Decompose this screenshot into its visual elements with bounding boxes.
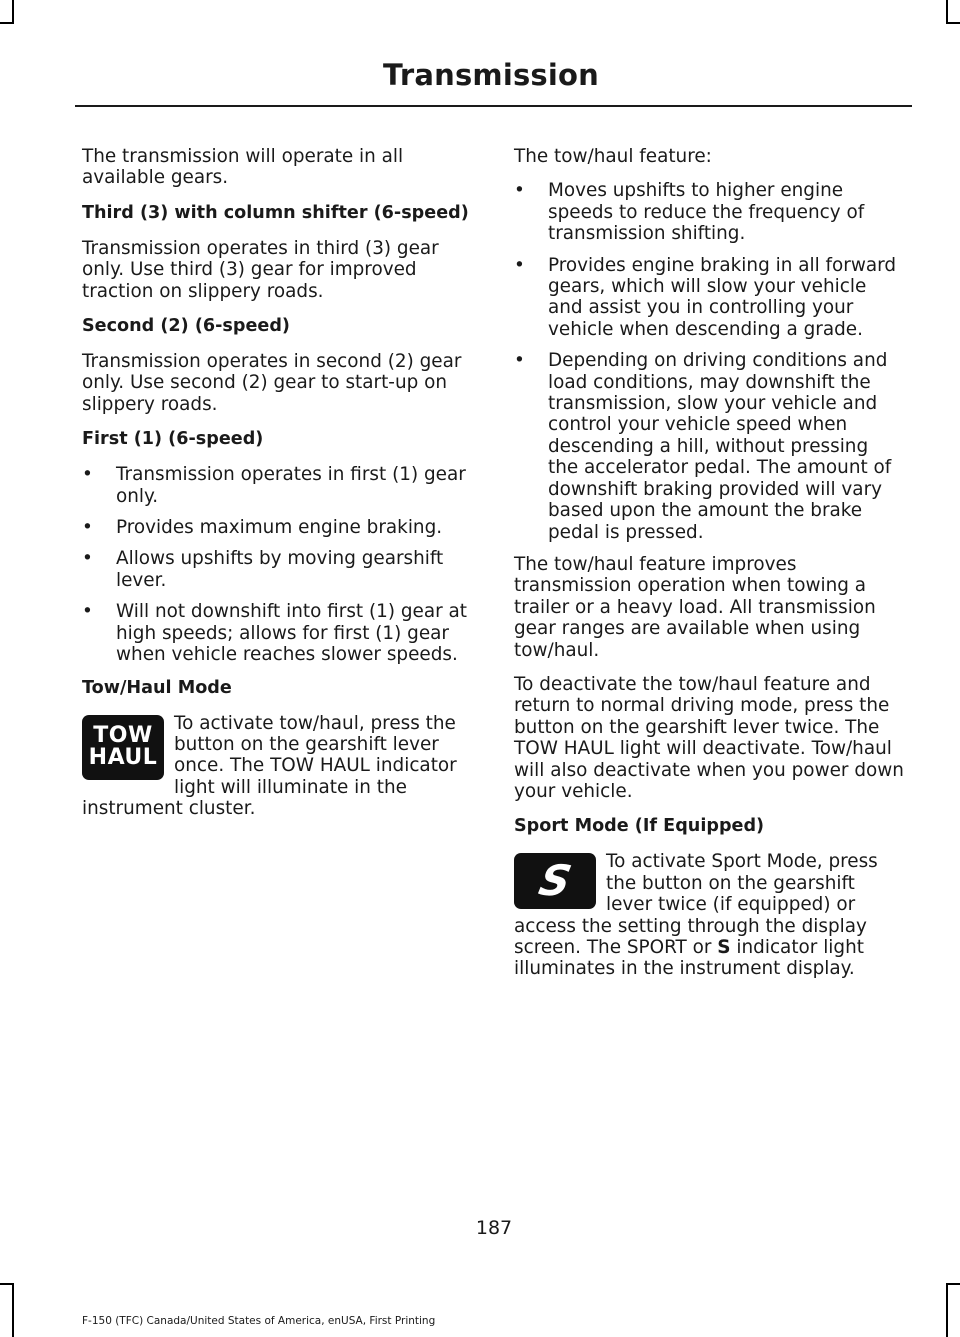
first-gear-list (82, 464, 472, 665)
list-item-text: Provides maximum engine braking. (116, 517, 443, 539)
intro-paragraph: The transmission will operate in all available gears. (82, 146, 404, 189)
bullet-icon: • (514, 180, 525, 202)
third-gear-text: Transmission operates in third (3) gear only. Use third (3) gear for improved traction on slippery roads. (82, 237, 439, 302)
bullet-icon: • (82, 601, 93, 623)
bullet-icon: • (514, 350, 525, 372)
edition-footer: F-150 (TFC) Canada/United States of America, enUSA, First Printing (82, 1315, 436, 1327)
crop-mark (946, 22, 960, 24)
header-divider (75, 105, 912, 107)
tow-haul-icon (82, 715, 164, 780)
list-item-text: Allows upshifts by moving gearshift lever. (116, 548, 444, 591)
deactivate-paragraph: To deactivate the tow/haul feature and return to normal driving mode, press the button on the gearshift lever twice. The TOW HAUL light will deactivate. Tow/haul will also deactivate when you power down your vehicle. (514, 673, 904, 802)
sport-mode-icon (514, 853, 596, 909)
feature-intro: The tow/haul feature: (514, 146, 712, 167)
sport-mode-icon-letter: S (534, 856, 576, 906)
improves-paragraph: The tow/haul feature improves transmission operation when towing a trailer or a heavy load. All transmission gear ranges are available when using tow/haul. (514, 553, 876, 661)
crop-mark (946, 1283, 960, 1285)
bullet-icon: • (82, 517, 93, 539)
sport-text-start: To activate Sport Mode, press the button on the gearshift lever twice (if equipped) or access the setting through the display screen. The SPORT or (514, 851, 878, 958)
sport-indicator-letter: S (717, 937, 731, 958)
tow-haul-block (82, 713, 472, 820)
third-gear-heading: Third (3) with column shifter (6-speed) (82, 202, 469, 223)
crop-mark (946, 1283, 948, 1337)
tow-haul-icon-line1: TOW (93, 723, 153, 748)
left-column (82, 146, 472, 833)
list-item (514, 255, 904, 341)
sport-mode-block (514, 851, 904, 979)
sport-mode-heading: Sport Mode (If Equipped) (514, 816, 765, 837)
page-title: Transmission (383, 58, 599, 92)
list-item-text: Transmission operates in first (1) gear only. (116, 464, 466, 507)
list-item (82, 464, 472, 507)
bullet-icon: • (82, 548, 93, 570)
tow-haul-text: To activate tow/haul, press the button on the gearshift lever once. The TOW HAUL indicator light will illuminate in the instrument cluster. (82, 712, 457, 820)
list-item (82, 601, 472, 665)
crop-mark (0, 22, 14, 24)
page-number: 187 (475, 1217, 513, 1239)
list-item-text: Depending on driving conditions and load conditions, may downshift the transmission, slow your vehicle and control your vehicle speed when descending a hill, without pressing the accelerator pedal. The amount of downshift braking provided will vary based upon the amount the brake pedal is pressed. (548, 350, 892, 543)
second-gear-heading: Second (2) (6-speed) (82, 316, 290, 337)
tow-haul-icon-line2: HAUL (88, 745, 158, 770)
crop-mark (12, 1283, 14, 1337)
list-item-text: Provides engine braking in all forward gears, which will slow your vehicle and assist you in controlling your vehicle when descending a grade. (548, 254, 897, 340)
first-gear-heading: First (1) (6-speed) (82, 429, 264, 450)
list-item-text: Moves upshifts to higher engine speeds to reduce the frequency of transmission shifting. (548, 180, 865, 245)
crop-mark (12, 0, 14, 22)
sport-text-end: indicator light illuminates in the instrument display. (514, 937, 864, 980)
bullet-icon: • (514, 254, 525, 276)
crop-mark (946, 0, 948, 22)
tow-haul-heading: Tow/Haul Mode (82, 677, 232, 698)
list-item (514, 180, 904, 244)
crop-mark (0, 1283, 14, 1285)
list-item (514, 350, 904, 543)
second-gear-text: Transmission operates in second (2) gear only. Use second (2) gear to start-up on slippery roads. (82, 351, 462, 415)
list-item (82, 517, 472, 538)
bullet-icon: • (82, 464, 93, 486)
list-item (82, 548, 472, 591)
right-column (514, 146, 904, 993)
list-item-text: Will not downshift into first (1) gear at high speeds; allows for first (1) gear when vehicle reaches slower speeds. (116, 601, 467, 666)
feature-list (514, 180, 904, 543)
